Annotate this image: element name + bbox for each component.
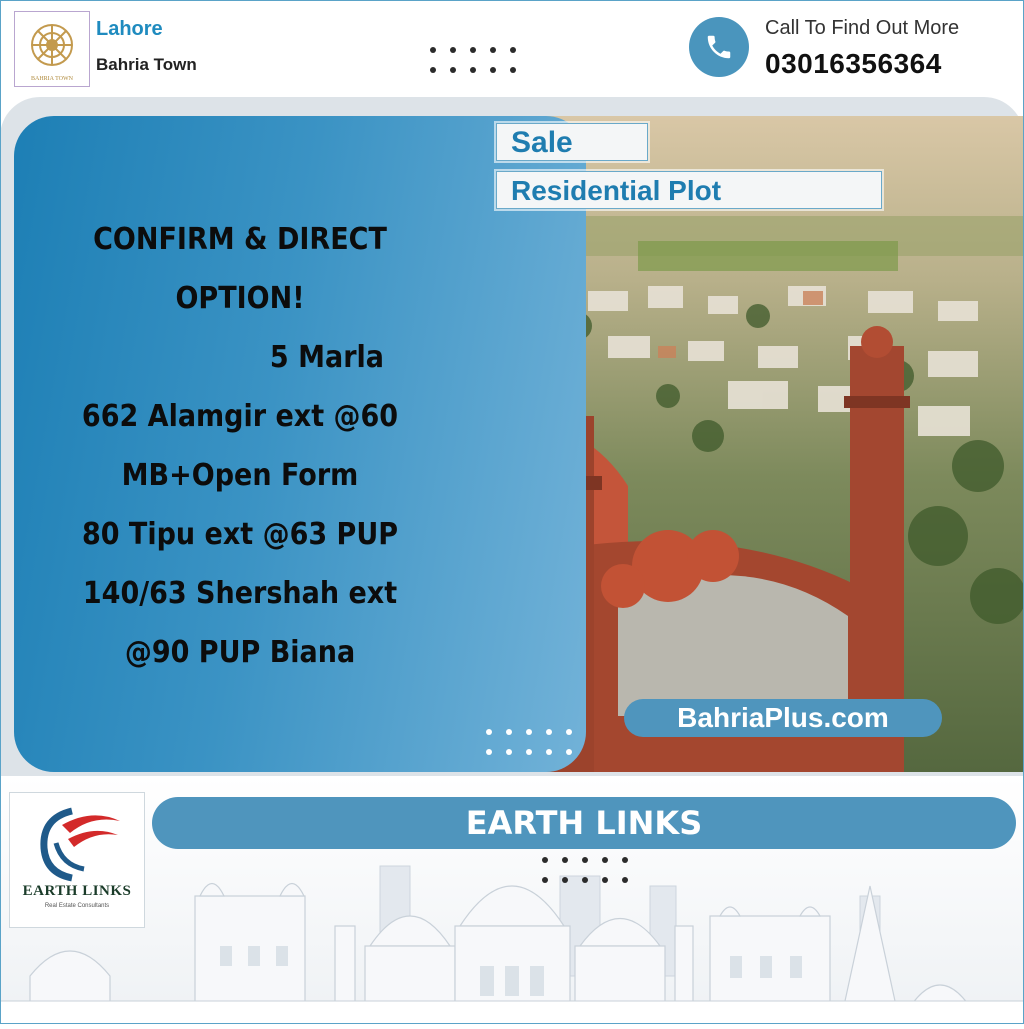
bahria-town-emblem-icon: [15, 12, 89, 86]
logo-caption: BAHRIA TOWN: [31, 76, 73, 82]
society-label: Bahria Town: [96, 55, 197, 74]
website-link[interactable]: BahriaPlus.com: [624, 699, 942, 737]
phone-icon: [704, 32, 734, 62]
agency-name-banner: EARTH LINKS: [152, 797, 1016, 849]
decorative-dots: [486, 729, 572, 755]
phone-number[interactable]: 03016356364: [765, 48, 942, 79]
bahria-town-logo: [14, 11, 90, 87]
description-line: 662 Alamgir ext @60: [81, 399, 399, 434]
decorative-dots: [430, 47, 516, 73]
description-line: 80 Tipu ext @63 PUP: [81, 517, 399, 552]
listing-description: [51, 210, 429, 682]
agency-logo-title: EARTH LINKS: [22, 883, 132, 899]
decorative-dots: [542, 857, 628, 883]
city-label: Lahore: [96, 18, 163, 40]
phone-button[interactable]: [689, 17, 749, 77]
description-line: OPTION!: [175, 281, 305, 316]
earth-links-emblem-icon: [32, 803, 122, 883]
purpose-tag: Sale: [496, 123, 648, 161]
description-line: CONFIRM & DIRECT: [93, 222, 387, 257]
description-line: @90 PUP Biana: [124, 635, 356, 670]
description-line: 140/63 Shershah ext: [82, 576, 398, 611]
description-line: MB+Open Form: [121, 458, 359, 493]
call-label: Call To Find Out More: [765, 17, 960, 39]
property-type-tag: Residential Plot: [496, 171, 882, 209]
agency-logo-subtitle: Real Estate Consultants: [44, 903, 110, 909]
description-line: 5 Marla: [269, 340, 384, 375]
agency-logo: [9, 792, 145, 928]
